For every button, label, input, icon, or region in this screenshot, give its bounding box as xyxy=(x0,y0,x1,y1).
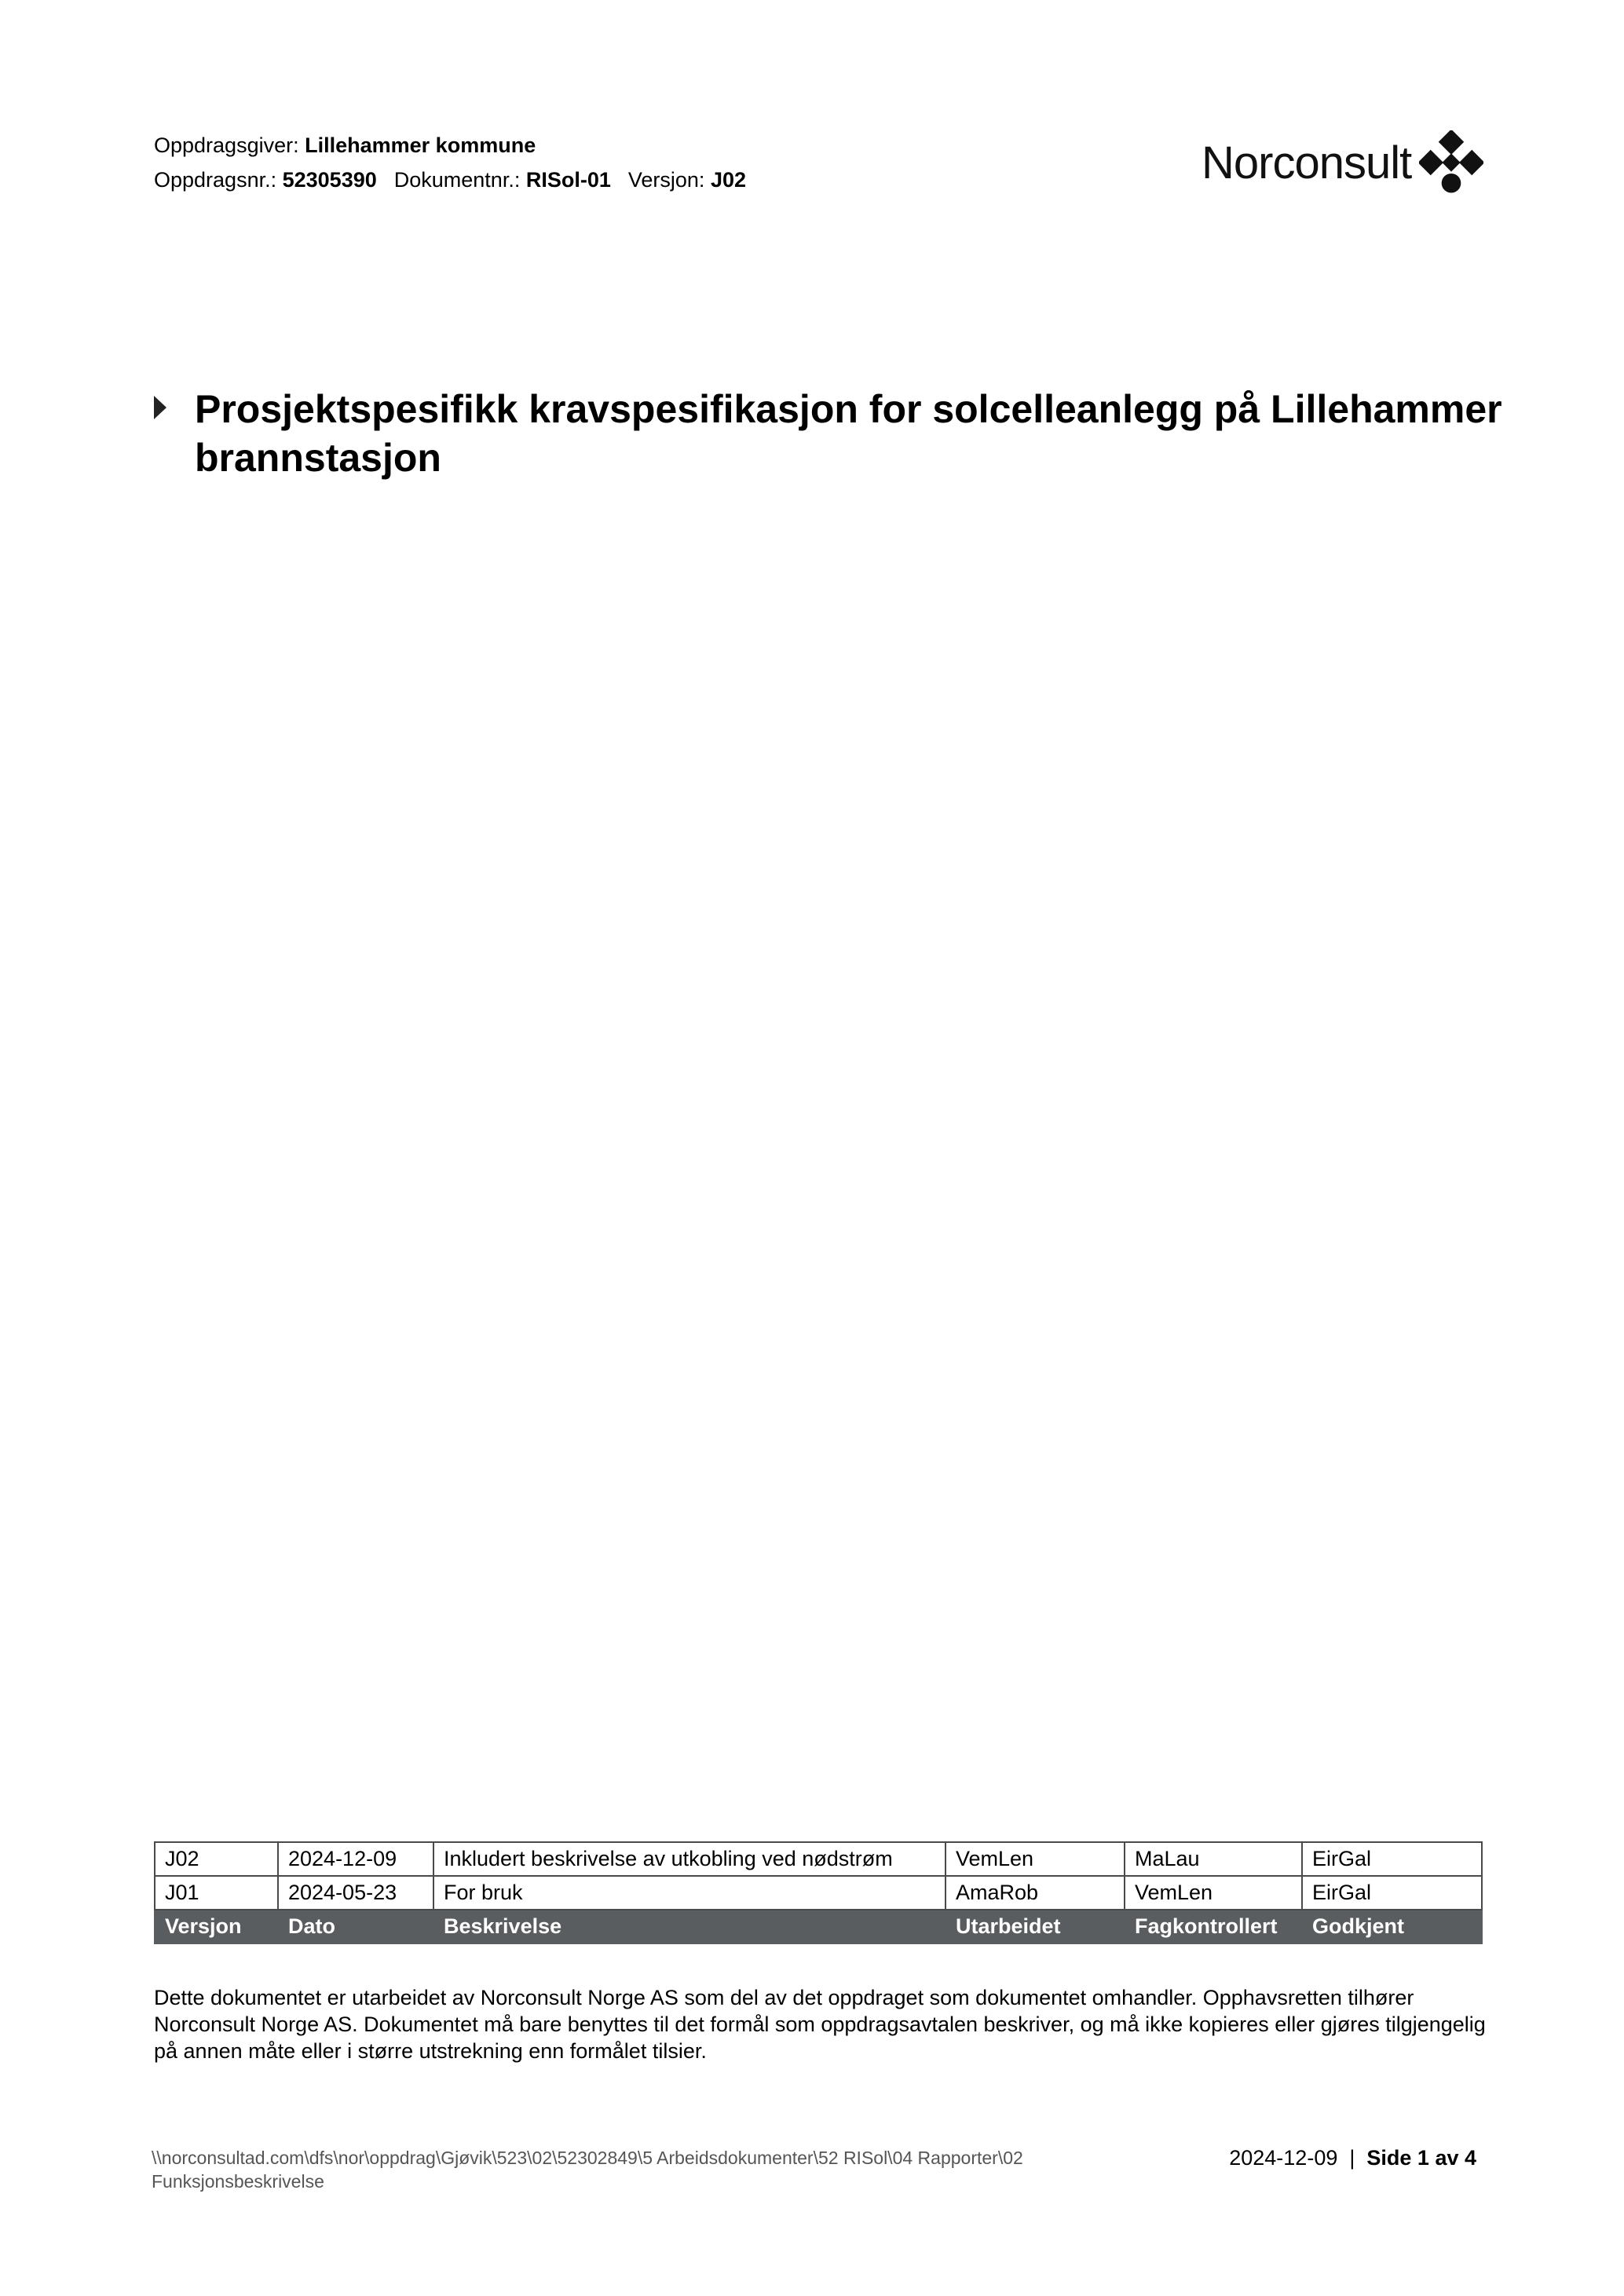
footer-page-info xyxy=(1209,2146,1476,2170)
table-cell: EirGal xyxy=(1302,1842,1482,1876)
copyright-disclaimer: Dette dokumentet er utarbeidet av Norconsult Norge AS som del av det oppdraget som dokumentet omhandler. Opphavsretten tilhører Norconsult Norge AS. Dokumentet må bare benyttes til det formål som oppdragsavtalen beskriver, og må ikke kopieres eller gjøres tilgjengelig på annen måte eller i større utstrekning enn formålet tilsier. xyxy=(154,1986,1486,2063)
company-logo xyxy=(1202,127,1484,198)
table-cell: 2024-05-23 xyxy=(278,1876,433,1910)
client-label: Oppdragsgiver: xyxy=(154,133,299,157)
table-cell: J01 xyxy=(155,1876,278,1910)
footer-date: 2024-12-09 xyxy=(1229,2146,1338,2170)
table-cell: For bruk xyxy=(433,1876,946,1910)
page-number: Side 1 av 4 xyxy=(1366,2146,1476,2170)
version-value: J02 xyxy=(710,168,747,192)
table-row xyxy=(155,1842,1482,1876)
logo-text: Norconsult xyxy=(1202,137,1412,188)
client-line xyxy=(154,132,536,159)
diamond-cluster-icon xyxy=(1419,130,1483,195)
header-approved: Godkjent xyxy=(1302,1910,1482,1943)
table-cell: VemLen xyxy=(1125,1876,1302,1910)
caret-right-icon xyxy=(154,396,166,419)
table-cell: J02 xyxy=(155,1842,278,1876)
document-value: RISol-01 xyxy=(525,168,611,192)
table-cell: MaLau xyxy=(1125,1842,1302,1876)
table-cell: Inkludert beskrivelse av utkobling ved nødstrøm xyxy=(433,1842,946,1876)
header-description: Beskrivelse xyxy=(433,1910,946,1943)
header-date: Dato xyxy=(278,1910,433,1943)
revision-table xyxy=(154,1841,1483,1944)
footer-file-path: \\norconsultad.com\dfs\nor\oppdrag\Gjøvik\523\02\52302849\5 Arbeidsdokumenter\52 RISol\04 Rapporter\02 Funksjonsbeskrivelse xyxy=(152,2148,1023,2192)
table-cell: EirGal xyxy=(1302,1876,1482,1910)
document-title: Prosjektspesifikk kravspesifikasjon for solcelleanlegg på Lillehammer brannstasjon xyxy=(195,387,1502,480)
footer-separator: | xyxy=(1349,2146,1355,2170)
assignment-value: 52305390 xyxy=(282,168,377,192)
version-label: Versjon: xyxy=(627,168,705,192)
table-cell: VemLen xyxy=(946,1842,1125,1876)
table-cell: AmaRob xyxy=(946,1876,1125,1910)
assignment-line xyxy=(154,166,746,193)
assignment-label: Oppdragsnr.: xyxy=(154,168,277,192)
table-cell: 2024-12-09 xyxy=(278,1842,433,1876)
client-value: Lillehammer kommune xyxy=(305,133,536,157)
header-checked: Fagkontrollert xyxy=(1125,1910,1302,1943)
document-label: Dokumentnr.: xyxy=(393,168,521,192)
header-prepared: Utarbeidet xyxy=(946,1910,1125,1943)
table-row xyxy=(155,1876,1482,1910)
table-header-row xyxy=(155,1910,1482,1943)
header-version: Versjon xyxy=(155,1910,278,1943)
